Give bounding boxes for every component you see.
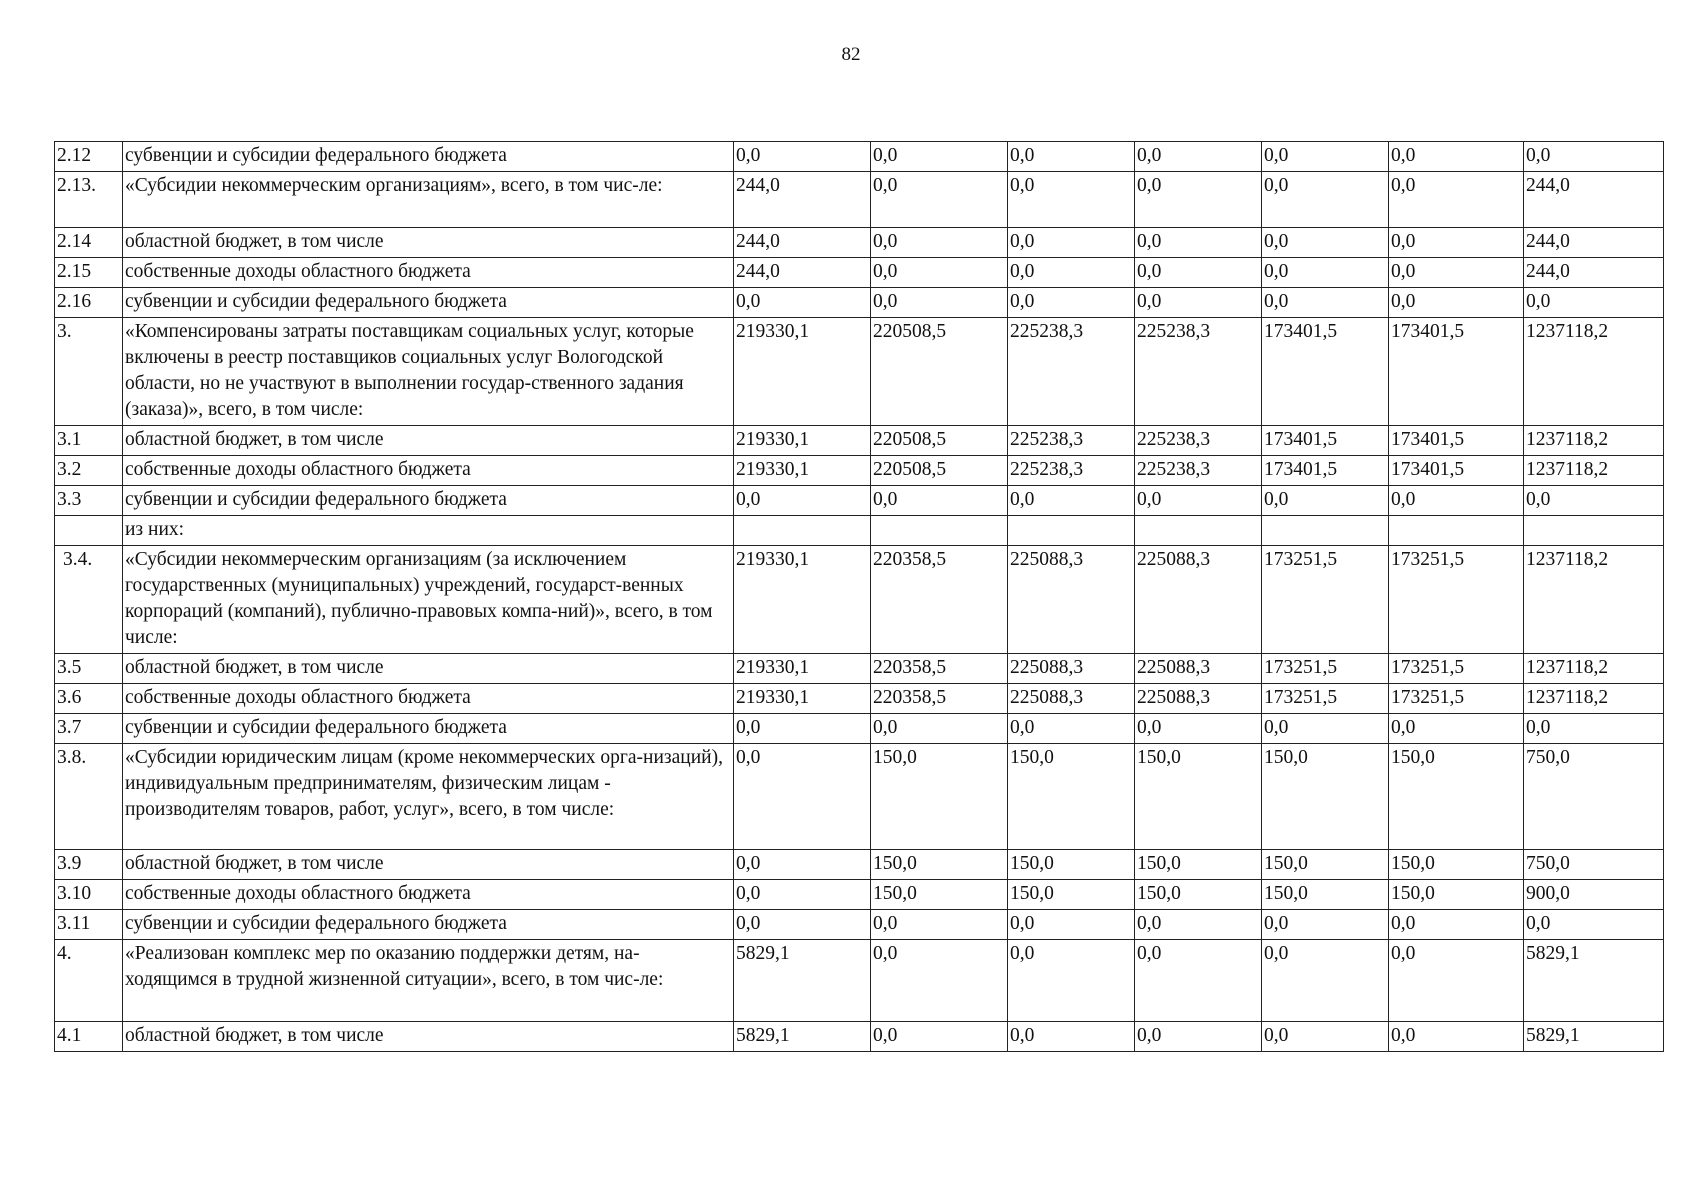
value-cell: 173251,5: [1389, 684, 1524, 714]
value-cell: 225088,3: [1135, 546, 1262, 654]
value-cell: 0,0: [1524, 486, 1664, 516]
value-cell: 0,0: [1008, 142, 1135, 172]
value-cell: 225238,3: [1008, 318, 1135, 426]
value-cell: 0,0: [734, 744, 871, 850]
row-description-cell: областной бюджет, в том числе: [123, 228, 734, 258]
row-number-cell: 2.12: [55, 142, 123, 172]
value-cell: 220508,5: [871, 318, 1008, 426]
row-number-cell: 3.10: [55, 880, 123, 910]
value-cell: 173401,5: [1262, 318, 1389, 426]
table-row: [55, 546, 1664, 654]
value-cell: 150,0: [1389, 880, 1524, 910]
value-cell: 244,0: [734, 172, 871, 228]
value-cell: 173251,5: [1262, 546, 1389, 654]
value-cell: 225088,3: [1008, 546, 1135, 654]
row-description-cell: областной бюджет, в том числе: [123, 850, 734, 880]
table-row: [55, 486, 1664, 516]
value-cell: 225088,3: [1135, 684, 1262, 714]
table-row: [55, 744, 1664, 850]
value-cell: 0,0: [1389, 228, 1524, 258]
table-row: [55, 654, 1664, 684]
budget-table: [54, 141, 1664, 1052]
row-number-cell: 4.: [55, 940, 123, 1022]
value-cell: 0,0: [1135, 142, 1262, 172]
value-cell: 219330,1: [734, 654, 871, 684]
row-description-cell: субвенции и субсидии федерального бюджета: [123, 288, 734, 318]
table-row: [55, 516, 1664, 546]
value-cell: 244,0: [734, 258, 871, 288]
value-cell: 0,0: [1524, 142, 1664, 172]
value-cell: 0,0: [1008, 172, 1135, 228]
value-cell: 150,0: [1008, 744, 1135, 850]
value-cell: 0,0: [734, 880, 871, 910]
value-cell: 0,0: [1008, 258, 1135, 288]
value-cell: 0,0: [1008, 940, 1135, 1022]
value-cell: 0,0: [871, 486, 1008, 516]
value-cell: 150,0: [1008, 850, 1135, 880]
value-cell: 900,0: [1524, 880, 1664, 910]
value-cell: 0,0: [1524, 288, 1664, 318]
value-cell: 750,0: [1524, 850, 1664, 880]
table-row: [55, 318, 1664, 426]
value-cell: 244,0: [1524, 228, 1664, 258]
value-cell: [1524, 516, 1664, 546]
row-number-cell: 2.13.: [55, 172, 123, 228]
value-cell: 1237118,2: [1524, 546, 1664, 654]
value-cell: 219330,1: [734, 318, 871, 426]
value-cell: 0,0: [1262, 258, 1389, 288]
value-cell: 150,0: [1135, 850, 1262, 880]
row-description-cell: субвенции и субсидии федерального бюджета: [123, 142, 734, 172]
value-cell: 244,0: [1524, 258, 1664, 288]
value-cell: 220508,5: [871, 456, 1008, 486]
row-number-cell: 2.14: [55, 228, 123, 258]
table-row: [55, 850, 1664, 880]
table-row: [55, 426, 1664, 456]
row-description-cell: «Реализован комплекс мер по оказанию поддержки детям, на-ходящимся в трудной жизненной ситуации», всего, в том чис-ле:: [123, 940, 734, 1022]
value-cell: 220358,5: [871, 684, 1008, 714]
value-cell: 150,0: [1135, 744, 1262, 850]
value-cell: 1237118,2: [1524, 426, 1664, 456]
value-cell: 0,0: [871, 1022, 1008, 1052]
row-description-cell: субвенции и субсидии федерального бюджета: [123, 714, 734, 744]
value-cell: 173401,5: [1389, 456, 1524, 486]
value-cell: 0,0: [871, 288, 1008, 318]
value-cell: 0,0: [1262, 142, 1389, 172]
value-cell: 150,0: [1389, 850, 1524, 880]
value-cell: 150,0: [1262, 880, 1389, 910]
value-cell: 220358,5: [871, 546, 1008, 654]
value-cell: 150,0: [1135, 880, 1262, 910]
value-cell: 0,0: [1008, 714, 1135, 744]
row-number-cell: 3.: [55, 318, 123, 426]
value-cell: 173251,5: [1389, 654, 1524, 684]
value-cell: 225238,3: [1008, 456, 1135, 486]
value-cell: 150,0: [1389, 744, 1524, 850]
row-description-cell: собственные доходы областного бюджета: [123, 880, 734, 910]
value-cell: 0,0: [871, 228, 1008, 258]
value-cell: 0,0: [1389, 940, 1524, 1022]
table-row: [55, 684, 1664, 714]
value-cell: 0,0: [1262, 288, 1389, 318]
row-number-cell: 2.15: [55, 258, 123, 288]
value-cell: 0,0: [1389, 910, 1524, 940]
value-cell: 0,0: [1262, 486, 1389, 516]
value-cell: [1008, 516, 1135, 546]
row-description-cell: «Компенсированы затраты поставщикам социальных услуг, которые включены в реестр поставщиков социальных услуг Вологодской области, но не участвуют в выполнении государ-ственного задания (заказа)», всего, в том числе:: [123, 318, 734, 426]
value-cell: 0,0: [871, 910, 1008, 940]
value-cell: 5829,1: [734, 940, 871, 1022]
value-cell: 0,0: [1262, 228, 1389, 258]
row-number-cell: 3.1: [55, 426, 123, 456]
value-cell: 0,0: [1262, 172, 1389, 228]
value-cell: 0,0: [1389, 1022, 1524, 1052]
value-cell: 5829,1: [1524, 940, 1664, 1022]
value-cell: 244,0: [1524, 172, 1664, 228]
row-number-cell: 3.3: [55, 486, 123, 516]
value-cell: 150,0: [871, 850, 1008, 880]
value-cell: 750,0: [1524, 744, 1664, 850]
value-cell: 173401,5: [1262, 426, 1389, 456]
row-description-cell: субвенции и субсидии федерального бюджета: [123, 486, 734, 516]
row-description-cell: собственные доходы областного бюджета: [123, 456, 734, 486]
value-cell: 219330,1: [734, 426, 871, 456]
row-number-cell: 3.11: [55, 910, 123, 940]
value-cell: 220508,5: [871, 426, 1008, 456]
value-cell: 0,0: [1135, 940, 1262, 1022]
value-cell: 0,0: [1262, 1022, 1389, 1052]
value-cell: 0,0: [734, 714, 871, 744]
row-number-cell: 3.9: [55, 850, 123, 880]
row-number-cell: 3.7: [55, 714, 123, 744]
value-cell: [734, 516, 871, 546]
table-row: [55, 142, 1664, 172]
value-cell: 0,0: [1262, 714, 1389, 744]
value-cell: 225088,3: [1008, 654, 1135, 684]
value-cell: 0,0: [1008, 486, 1135, 516]
row-description-cell: областной бюджет, в том числе: [123, 654, 734, 684]
value-cell: 0,0: [871, 142, 1008, 172]
row-description-cell: субвенции и субсидии федерального бюджета: [123, 910, 734, 940]
row-number-cell: 3.5: [55, 654, 123, 684]
value-cell: 0,0: [1135, 1022, 1262, 1052]
value-cell: 150,0: [1262, 850, 1389, 880]
value-cell: [871, 516, 1008, 546]
value-cell: 219330,1: [734, 684, 871, 714]
table-row: [55, 288, 1664, 318]
row-description-cell: «Субсидии некоммерческим организациям», всего, в том чис-ле:: [123, 172, 734, 228]
table-row: [55, 910, 1664, 940]
value-cell: 0,0: [871, 714, 1008, 744]
value-cell: 0,0: [1135, 172, 1262, 228]
value-cell: 0,0: [1135, 288, 1262, 318]
row-description-cell: собственные доходы областного бюджета: [123, 258, 734, 288]
value-cell: 0,0: [871, 258, 1008, 288]
value-cell: 225238,3: [1135, 318, 1262, 426]
row-number-cell: 3.4.: [55, 546, 123, 654]
value-cell: 173401,5: [1389, 318, 1524, 426]
table-row: [55, 1022, 1664, 1052]
value-cell: 0,0: [734, 142, 871, 172]
value-cell: 219330,1: [734, 546, 871, 654]
page-number: 82: [841, 44, 861, 65]
value-cell: 0,0: [1008, 1022, 1135, 1052]
value-cell: 0,0: [1008, 910, 1135, 940]
value-cell: 225238,3: [1135, 426, 1262, 456]
value-cell: 173401,5: [1389, 426, 1524, 456]
row-description-cell: собственные доходы областного бюджета: [123, 684, 734, 714]
value-cell: 0,0: [1008, 288, 1135, 318]
row-description-cell: областной бюджет, в том числе: [123, 1022, 734, 1052]
value-cell: 0,0: [734, 910, 871, 940]
value-cell: 0,0: [1389, 142, 1524, 172]
value-cell: 0,0: [1135, 486, 1262, 516]
value-cell: 0,0: [1389, 258, 1524, 288]
value-cell: 225088,3: [1008, 684, 1135, 714]
value-cell: 0,0: [734, 850, 871, 880]
value-cell: [1389, 516, 1524, 546]
table-body: [55, 142, 1664, 1052]
table-row: [55, 940, 1664, 1022]
value-cell: 1237118,2: [1524, 684, 1664, 714]
row-number-cell: 3.8.: [55, 744, 123, 850]
value-cell: 220358,5: [871, 654, 1008, 684]
value-cell: 0,0: [1389, 714, 1524, 744]
table-row: [55, 714, 1664, 744]
value-cell: 0,0: [1389, 486, 1524, 516]
value-cell: 0,0: [1135, 258, 1262, 288]
value-cell: 0,0: [1389, 288, 1524, 318]
value-cell: 173251,5: [1389, 546, 1524, 654]
value-cell: 0,0: [734, 288, 871, 318]
value-cell: 173251,5: [1262, 654, 1389, 684]
row-number-cell: 3.6: [55, 684, 123, 714]
value-cell: 0,0: [871, 940, 1008, 1022]
value-cell: 150,0: [871, 744, 1008, 850]
table-row: [55, 228, 1664, 258]
value-cell: 0,0: [1524, 910, 1664, 940]
value-cell: 173401,5: [1262, 456, 1389, 486]
value-cell: 244,0: [734, 228, 871, 258]
value-cell: 0,0: [1262, 940, 1389, 1022]
value-cell: 150,0: [1008, 880, 1135, 910]
row-description-cell: «Субсидии юридическим лицам (кроме некоммерческих орга-низаций), индивидуальным предпринимателям, физическим лицам - производителям товаров, работ, услуг», всего, в том числе:: [123, 744, 734, 850]
row-number-cell: [55, 516, 123, 546]
value-cell: 173251,5: [1262, 684, 1389, 714]
value-cell: 0,0: [871, 172, 1008, 228]
table-row: [55, 172, 1664, 228]
value-cell: 0,0: [1135, 714, 1262, 744]
value-cell: 225238,3: [1008, 426, 1135, 456]
value-cell: 5829,1: [734, 1022, 871, 1052]
row-description-cell: областной бюджет, в том числе: [123, 426, 734, 456]
value-cell: [1135, 516, 1262, 546]
value-cell: [1262, 516, 1389, 546]
value-cell: 0,0: [1135, 910, 1262, 940]
value-cell: 1237118,2: [1524, 456, 1664, 486]
row-number-cell: 4.1: [55, 1022, 123, 1052]
value-cell: 1237118,2: [1524, 318, 1664, 426]
row-description-cell: из них:: [123, 516, 734, 546]
value-cell: 0,0: [1262, 910, 1389, 940]
table-row: [55, 258, 1664, 288]
value-cell: 225238,3: [1135, 456, 1262, 486]
value-cell: 150,0: [871, 880, 1008, 910]
value-cell: 225088,3: [1135, 654, 1262, 684]
value-cell: 0,0: [734, 486, 871, 516]
row-number-cell: 3.2: [55, 456, 123, 486]
value-cell: 219330,1: [734, 456, 871, 486]
row-number-cell: 2.16: [55, 288, 123, 318]
table-row: [55, 456, 1664, 486]
value-cell: 0,0: [1524, 714, 1664, 744]
value-cell: 0,0: [1135, 228, 1262, 258]
value-cell: 0,0: [1389, 172, 1524, 228]
value-cell: 150,0: [1262, 744, 1389, 850]
value-cell: 0,0: [1008, 228, 1135, 258]
value-cell: 5829,1: [1524, 1022, 1664, 1052]
row-description-cell: «Субсидии некоммерческим организациям (за исключением государственных (муниципальных) учреждений, государст-венных корпораций (компаний), публично-правовых компа-ний)», всего, в том числе:: [123, 546, 734, 654]
value-cell: 1237118,2: [1524, 654, 1664, 684]
table-row: [55, 880, 1664, 910]
